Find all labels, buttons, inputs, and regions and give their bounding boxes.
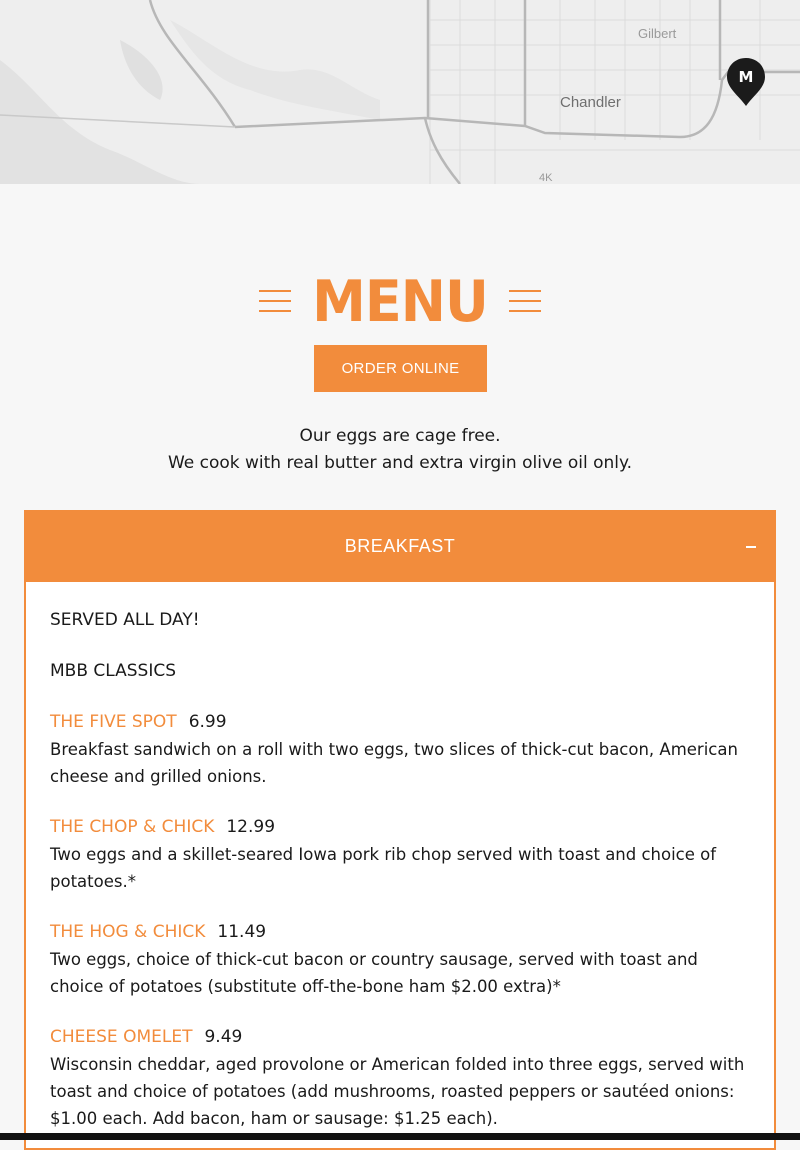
served-note: SERVED ALL DAY! bbox=[50, 610, 200, 630]
page-title: MENU bbox=[312, 268, 488, 335]
section-title: BREAKFAST bbox=[344, 536, 456, 556]
item-description: Two eggs and a skillet-seared Iowa pork rib chop served with toast and choice of potatoes.* bbox=[50, 845, 717, 891]
decorative-lines-right bbox=[509, 290, 541, 320]
subheading: MBB CLASSICS bbox=[50, 661, 177, 681]
item-name: THE HOG & CHICK bbox=[50, 922, 206, 942]
item-description: Breakfast sandwich on a roll with two eggs, two slices of thick-cut bacon, American cheese and grilled onions. bbox=[50, 740, 738, 786]
item-price: 11.49 bbox=[217, 922, 267, 942]
breakfast-section-header[interactable] bbox=[26, 512, 774, 582]
item-description: Two eggs, choice of thick-cut bacon or country sausage, served with toast and choice of potatoes (substitute off-the-bone ham $2.00 extra)* bbox=[50, 950, 698, 996]
map-label-chandler: Chandler bbox=[560, 94, 621, 111]
item-description: Wisconsin cheddar, aged provolone or American folded into three eggs, served with toast and choice of potatoes (add mushrooms, roasted peppers or sautéed onions: $1.00 each. Add bacon, ham or sausage: $1.25 each). bbox=[50, 1055, 745, 1128]
map-label-gilbert: Gilbert bbox=[638, 26, 677, 41]
order-online-button[interactable]: ORDER ONLINE bbox=[314, 345, 487, 392]
item-price: 6.99 bbox=[188, 712, 227, 732]
menu-item-heading bbox=[50, 1027, 242, 1047]
bottom-bar bbox=[0, 1133, 800, 1140]
map-label-road: 4K bbox=[539, 172, 553, 184]
item-price: 12.99 bbox=[226, 817, 276, 837]
notice-line-2: We cook with real butter and extra virgin olive oil only. bbox=[167, 453, 633, 473]
map-pin-icon[interactable] bbox=[725, 56, 767, 108]
location-map[interactable] bbox=[0, 0, 800, 184]
item-price: 9.49 bbox=[204, 1027, 243, 1047]
decorative-lines-left bbox=[259, 290, 291, 320]
map-roads bbox=[0, 0, 800, 184]
collapse-icon[interactable] bbox=[746, 546, 756, 548]
menu-item-heading bbox=[50, 922, 266, 942]
item-name: THE FIVE SPOT bbox=[50, 712, 177, 732]
menu-item-heading bbox=[50, 712, 227, 732]
menu-header bbox=[0, 268, 800, 335]
map-pin-letter: M bbox=[738, 68, 754, 86]
menu-item-heading bbox=[50, 817, 275, 837]
item-name: CHEESE OMELET bbox=[50, 1027, 193, 1047]
notice-line-1: Our eggs are cage free. bbox=[299, 426, 501, 446]
item-name: THE CHOP & CHICK bbox=[50, 817, 215, 837]
breakfast-section bbox=[24, 510, 776, 1150]
